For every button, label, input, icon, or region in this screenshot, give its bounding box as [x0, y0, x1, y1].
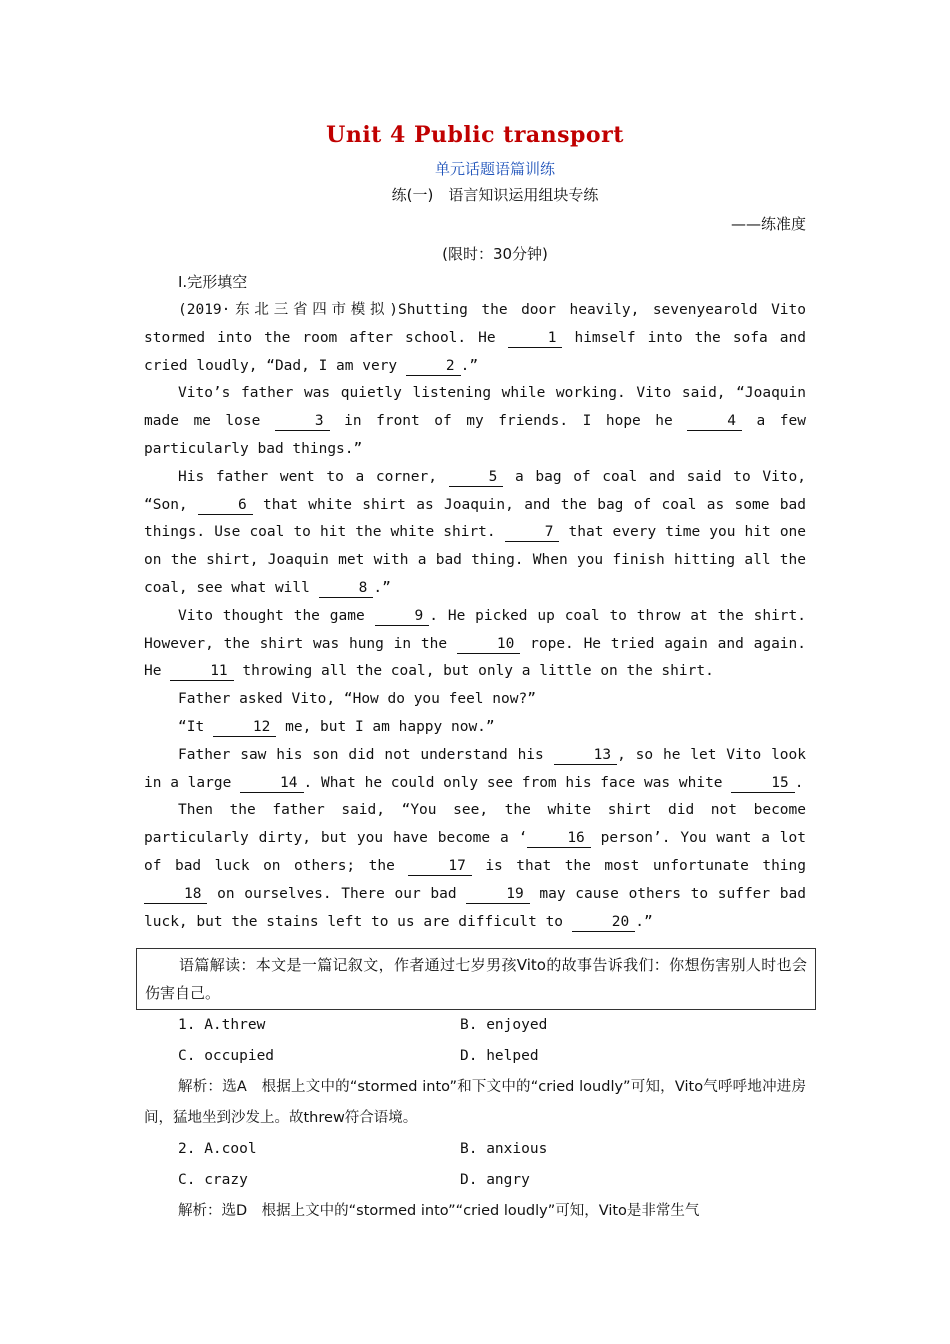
option-a: 1. A.threw — [178, 1017, 266, 1033]
time-limit: (限时：30分钟) — [442, 245, 548, 263]
text: that every time you hit one on the shirt, Joaquin met with a bad thing. When you finish hitting all the coal, see what will — [144, 524, 807, 596]
passage-analysis-text: 语篇解读：本文是一篇记叙文，作者通过七岁男孩Vito的故事告诉我们：你想伤害别人时也会伤害自己。 — [145, 956, 807, 1002]
passage-analysis-box — [136, 948, 816, 1010]
text: .” — [635, 913, 653, 930]
paragraph-6 — [144, 714, 806, 742]
paragraph-2 — [144, 380, 806, 463]
blank-12: 12 — [213, 718, 276, 737]
blank-10: 10 — [457, 635, 520, 654]
questions-list — [144, 1010, 806, 1227]
blank-8: 8 — [319, 579, 374, 598]
page-subtitle: 单元话题语篇训练 — [434, 160, 555, 178]
blank-4: 4 — [687, 412, 742, 431]
blank-13: 13 — [554, 746, 617, 765]
text: on ourselves. There our bad — [207, 885, 467, 902]
text: Then the father said, “You see, the white shirt did not become particularly dirty, but you have become a ‘ — [144, 802, 806, 847]
section-heading: 练(一) 语言知识运用组块专练 — [391, 186, 599, 204]
option-row — [144, 1041, 806, 1072]
text: . He picked up coal to throw at the shirt. However, the shirt was hung in the — [144, 607, 806, 652]
text: . What he could only see from his face was white — [303, 774, 732, 791]
option-c: C. occupied — [178, 1048, 275, 1064]
text: me, but I am happy now.” — [276, 718, 495, 735]
text: .” — [373, 579, 391, 596]
explanation: 解析：选D 根据上文中的“stormed into”“cried loudly”可知，Vito是非常生气 — [178, 1203, 700, 1219]
text: Father asked Vito, “How do you feel now?” — [178, 691, 536, 708]
text: (2019·东北三省四市模拟)Shutting the door heavily, sevenyearold Vito stormed into the room after school. He — [144, 302, 806, 346]
text: , so he let Vito look in a large — [144, 746, 806, 791]
text: in front of my friends. I hope he — [329, 413, 688, 430]
blank-15: 15 — [731, 774, 794, 793]
blank-5: 5 — [449, 468, 504, 487]
blank-2: 2 — [406, 357, 461, 376]
paragraph-3 — [144, 464, 806, 603]
paragraph-1 — [144, 297, 806, 380]
text: a bag of coal and said to Vito, “Son, — [144, 468, 806, 513]
text: Father saw his son did not understand his — [178, 746, 554, 763]
text: rope. He tried again and again. He — [144, 635, 806, 680]
text: may cause others to suffer bad luck, but the stains left to us are difficult to — [144, 885, 806, 930]
text: Vito’s father was quietly listening while working. Vito said, “Joaquin made me lose — [144, 385, 806, 430]
blank-20: 20 — [572, 913, 635, 932]
blank-6: 6 — [198, 496, 253, 515]
option-row — [144, 1010, 806, 1041]
text: a few particularly bad things.” — [144, 413, 806, 457]
explanation: 解析：选A 根据上文中的“stormed into”和下文中的“cried loudly”可知，Vito气呼呼地冲进房间，猛地坐到沙发上。故threw符合语境。 — [144, 1079, 806, 1126]
option-c: C. crazy — [178, 1172, 248, 1188]
blank-1: 1 — [508, 329, 563, 348]
paragraph-7 — [144, 742, 806, 798]
text: is that the most unfortunate thing — [471, 857, 806, 874]
option-b: B. anxious — [460, 1141, 548, 1157]
question-2 — [144, 1134, 806, 1227]
blank-16: 16 — [527, 829, 590, 848]
blank-3: 3 — [275, 412, 330, 431]
level-label: ——练准度 — [730, 215, 806, 233]
text: . — [794, 774, 804, 791]
option-d: D. helped — [460, 1048, 539, 1064]
blank-7: 7 — [505, 523, 560, 542]
blank-11: 11 — [170, 662, 233, 681]
blank-17: 17 — [408, 857, 471, 876]
option-a: 2. A.cool — [178, 1141, 257, 1157]
text: His father went to a corner, — [178, 468, 449, 485]
paragraph-4 — [144, 603, 806, 686]
blank-18: 18 — [144, 885, 207, 904]
question-1 — [144, 1010, 806, 1134]
text: person’. You want a lot of bad luck on others; the — [144, 830, 806, 874]
text: throwing all the coal, but only a little on the shirt. — [233, 663, 714, 680]
option-d: D. angry — [460, 1172, 530, 1188]
part-heading: Ⅰ.完形填空 — [178, 273, 248, 291]
blank-14: 14 — [240, 774, 303, 793]
option-row — [144, 1134, 806, 1165]
text: himself into the sofa and cried loudly, “Dad, I am very — [144, 329, 806, 374]
cloze-passage — [144, 297, 806, 936]
blank-19: 19 — [466, 885, 529, 904]
page-title: Unit 4 Public transport — [326, 122, 624, 148]
text: “It — [178, 718, 213, 735]
option-row — [144, 1165, 806, 1196]
option-b: B. enjoyed — [460, 1017, 548, 1033]
paragraph-8 — [144, 797, 806, 936]
text: Vito thought the game — [178, 607, 375, 624]
text: .” — [460, 357, 479, 374]
text: that white shirt as Joaquin, and the bag of coal as some bad things. Use coal to hit the white shirt. — [144, 496, 806, 541]
blank-9: 9 — [375, 607, 430, 626]
paragraph-5 — [144, 686, 806, 714]
